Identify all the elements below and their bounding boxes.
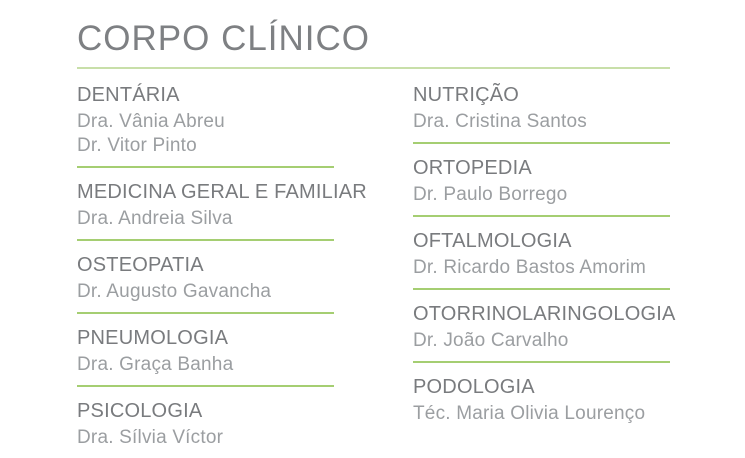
member-list (413, 110, 675, 134)
specialty-title: ORTOPEDIA (413, 157, 532, 179)
specialty-section (413, 375, 675, 426)
section-divider (413, 215, 670, 217)
specialty-title: NUTRIÇÃO (413, 84, 520, 106)
specialty-title: OFTALMOLOGIA (413, 230, 572, 252)
member-name: Dr. Augusto Gavancha (77, 281, 272, 302)
staff-columns (77, 83, 745, 450)
title-underline (77, 67, 670, 69)
section-divider (77, 312, 334, 314)
specialty-section (77, 326, 413, 387)
member-name: Dra. Andreia Silva (77, 208, 233, 229)
specialty-section (77, 83, 413, 168)
member-list (413, 256, 675, 280)
specialty-section (413, 83, 675, 144)
staff-column-right (413, 83, 675, 450)
member-name: Dr. Paulo Borrego (413, 184, 568, 205)
member-name: Dra. Cristina Santos (413, 111, 588, 132)
member-name: Dr. Ricardo Bastos Amorim (413, 257, 647, 278)
member-list (77, 353, 413, 377)
specialty-section (413, 302, 675, 363)
section-divider (77, 385, 334, 387)
specialty-section (77, 399, 413, 450)
specialty-title: OTORRINOLARINGOLOGIA (413, 303, 676, 325)
specialty-section (77, 253, 413, 314)
member-list (77, 207, 413, 231)
member-list (413, 183, 675, 207)
specialty-title: MEDICINA GERAL E FAMILIAR (77, 181, 367, 203)
specialty-section (413, 156, 675, 217)
member-name: Téc. Maria Olivia Lourenço (413, 403, 646, 424)
section-divider (413, 288, 670, 290)
page-title: CORPO CLÍNICO (77, 19, 371, 58)
page-header (77, 21, 745, 69)
member-list (413, 329, 675, 353)
member-list (77, 110, 413, 158)
member-name: Dra. Sílvia Víctor (77, 427, 224, 448)
member-name: Dra. Graça Banha (77, 354, 234, 375)
member-name: Dra. Vânia Abreu (77, 111, 225, 132)
section-divider (77, 166, 334, 168)
specialty-title: PSICOLOGIA (77, 400, 203, 422)
specialty-section (413, 229, 675, 290)
specialty-title: PNEUMOLOGIA (77, 327, 229, 349)
member-list (77, 280, 413, 304)
specialty-title: DENTÁRIA (77, 84, 180, 106)
staff-column-left (77, 83, 413, 450)
section-divider (413, 361, 670, 363)
specialty-title: PODOLOGIA (413, 376, 535, 398)
member-name: Dr. João Carvalho (413, 330, 569, 351)
member-list (77, 426, 413, 450)
section-divider (413, 142, 670, 144)
specialty-title: OSTEOPATIA (77, 254, 204, 276)
section-divider (77, 239, 334, 241)
member-name: Dr. Vitor Pinto (77, 135, 197, 156)
member-list (413, 402, 675, 426)
specialty-section (77, 180, 413, 241)
